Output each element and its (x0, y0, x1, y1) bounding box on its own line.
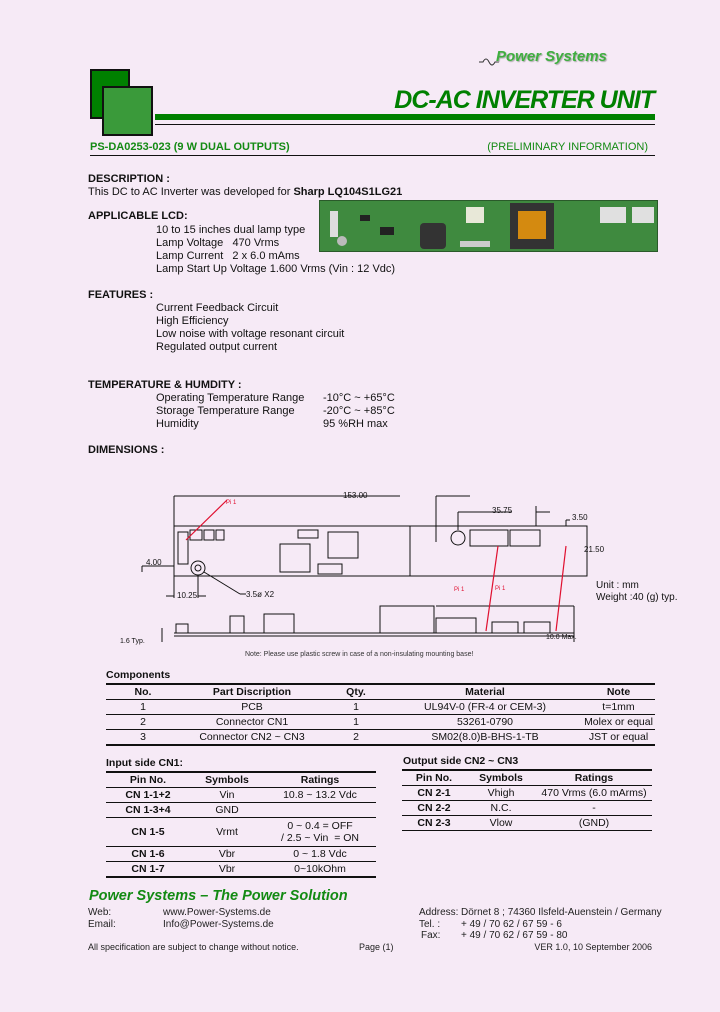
feature-item: Current Feedback Circuit (156, 302, 279, 314)
feature-item: Regulated output current (156, 341, 278, 353)
disclaimer: All specification are subject to change without notice. (88, 942, 299, 952)
dim-hole-offset: 10.25 (177, 591, 198, 600)
unit-label: Unit : mm (596, 580, 639, 591)
description-prefix: This DC to AC Inverter was developed for (88, 186, 294, 198)
cell: N.C. (466, 801, 536, 816)
output-side-heading: Output side CN2 ~ CN3 (403, 755, 519, 767)
description-text (88, 186, 402, 199)
applicable-lcd-heading: APPLICABLE LCD: (88, 210, 188, 222)
email-link[interactable]: Info@Power-Systems.de (163, 919, 274, 930)
cell: CN 2-2 (402, 801, 466, 816)
cell: 0~10kOhm (264, 862, 376, 878)
table-row (402, 801, 652, 816)
feature-item: High Efficiency (156, 315, 229, 327)
cell: Vin (190, 788, 264, 803)
col-header: Symbols (205, 774, 249, 786)
fax-label: Fax: (421, 930, 441, 941)
col-header: Qty. (346, 686, 366, 698)
input-pins-table (106, 771, 376, 878)
cell: CN 1-5 (106, 818, 190, 847)
cell: Vbr (190, 847, 264, 862)
table-row (106, 803, 376, 818)
dim-height-max: 10.0 Max. (546, 634, 577, 641)
rating-line: / 2.5 ~ Vin = ON (280, 832, 360, 844)
dim-offset: 35.75 (492, 506, 513, 515)
cell: 3 (106, 730, 180, 746)
dim-width: 21.50 (584, 545, 605, 554)
part-number: PS-DA0253-023 (9 W DUAL OUTPUTS) (90, 141, 290, 153)
version: VER 1.0, 10 September 2006 (534, 942, 652, 952)
dim-edge: 3.50 (572, 513, 588, 522)
web-link[interactable]: www.Power-Systems.de (163, 907, 271, 918)
table-row (106, 818, 376, 847)
table-header (402, 770, 652, 786)
cell (264, 818, 376, 847)
cell: SM02(8.0)B-BHS-1-TB (388, 730, 582, 746)
page-title: DC-AC INVERTER UNIT (394, 86, 654, 114)
lcd-model: Sharp LQ104S1LG21 (293, 186, 403, 198)
fax-value: + 49 / 70 62 / 67 59 - 80 (461, 930, 568, 941)
cell: UL94V-0 (FR-4 or CEM-3) (388, 700, 582, 715)
dim-left-offset: 4.00 (146, 558, 162, 567)
pin1-label: Pi 1 (226, 500, 237, 506)
input-side-heading: Input side CN1: (106, 757, 184, 769)
table-row (106, 715, 655, 730)
cell: Molex or equal (582, 715, 655, 730)
cell: CN 1-6 (106, 847, 190, 862)
col-header: Part Discription (212, 686, 292, 698)
tel-label: Tel. : (419, 919, 441, 930)
dim-thickness: 1.6 Typ. (120, 638, 145, 645)
dimension-drawing (100, 480, 690, 650)
cell: Connector CN1 (180, 715, 324, 730)
pcb-photo (319, 200, 658, 252)
cell: PCB (180, 700, 324, 715)
cell: CN 2-1 (402, 786, 466, 801)
temperature-heading: TEMPERATURE & HUMDITY : (88, 379, 242, 391)
address-label: Address: (419, 907, 459, 918)
temp-label: Operating Temperature Range (156, 392, 305, 404)
footer-slogan: Power Systems – The Power Solution (89, 888, 348, 904)
table-header (106, 772, 376, 788)
header-bar (155, 114, 655, 120)
dim-length: 153.00 (343, 491, 368, 500)
weight-label: Weight :40 (g) typ. (596, 592, 678, 603)
cell: - (536, 801, 652, 816)
components-table (106, 683, 655, 746)
cell: 2 (106, 715, 180, 730)
cell: 53261-0790 (388, 715, 582, 730)
dimensions-heading: DIMENSIONS : (88, 444, 165, 456)
cell: CN 1-7 (106, 862, 190, 878)
cell (264, 803, 376, 818)
cell: (GND) (536, 816, 652, 831)
cell: 470 Vrms (6.0 mArms) (536, 786, 652, 801)
col-header: Ratings (574, 772, 614, 784)
lcd-line: 10 to 15 inches dual lamp type (156, 224, 306, 236)
rating-line: 0 ~ 0.4 = OFF (287, 820, 353, 832)
output-pins-table (402, 769, 652, 831)
cell: 0 ~ 1.8 Vdc (264, 847, 376, 862)
temp-value: -10°C ~ +65°C (323, 392, 395, 404)
cell: CN 1-3+4 (106, 803, 190, 818)
address-value: Dörnet 8 ; 74360 Ilsfeld-Auenstein / Germany (461, 907, 662, 918)
lcd-line: Lamp Voltage 470 Vrms (156, 237, 280, 249)
feature-item: Low noise with voltage resonant circuit (156, 328, 345, 340)
col-header: Material (465, 686, 505, 698)
col-header: Symbols (479, 772, 523, 784)
lcd-line: Lamp Current 2 x 6.0 mAms (156, 250, 300, 262)
table-header (106, 684, 655, 700)
cell: Vbr (190, 862, 264, 878)
table-row (106, 700, 655, 715)
cell: 10.8 ~ 13.2 Vdc (264, 788, 376, 803)
cell: 2 (324, 730, 388, 746)
cell: Vrmt (190, 818, 264, 847)
table-row (106, 847, 376, 862)
tel-value: + 49 / 70 62 / 67 59 - 6 (461, 919, 562, 930)
lcd-line: Lamp Start Up Voltage 1.600 Vrms (Vin : 12 Vdc) (156, 263, 396, 275)
logo-square-front (102, 86, 153, 136)
brand-logo: Power Systems (496, 48, 607, 65)
email-label: Email: (88, 919, 116, 930)
temp-value: 95 %RH max (323, 418, 388, 430)
table-row (402, 786, 652, 801)
web-label: Web: (88, 907, 112, 918)
dim-hole-spec: 3.5ø X2 (246, 590, 275, 599)
cell: CN 2-3 (402, 816, 466, 831)
cell: t=1mm (582, 700, 655, 715)
subtitle-rule (90, 155, 655, 156)
mounting-note: Note: Please use plastic screw in case of a non-insulating mounting base! (245, 651, 474, 658)
cell: 1 (324, 700, 388, 715)
cell: Vlow (466, 816, 536, 831)
cell: CN 1-1+2 (106, 788, 190, 803)
table-row (402, 816, 652, 831)
col-header: No. (134, 686, 152, 698)
status-label: (PRELIMINARY INFORMATION) (487, 141, 648, 153)
page-number: Page (1) (359, 942, 394, 952)
col-header: Note (606, 686, 631, 698)
cell: GND (190, 803, 264, 818)
cell: Vhigh (466, 786, 536, 801)
temp-label: Humidity (156, 418, 199, 430)
table-row (106, 788, 376, 803)
col-header: Pin No. (415, 772, 453, 784)
pin1-label: Pi 1 (495, 586, 506, 592)
table-row (106, 730, 655, 746)
col-header: Ratings (300, 774, 340, 786)
temp-value: -20°C ~ +85°C (323, 405, 395, 417)
cell: Connector CN2 ~ CN3 (180, 730, 324, 746)
pcb-image-icon (320, 201, 657, 251)
description-heading: DESCRIPTION : (88, 173, 170, 185)
temp-label: Storage Temperature Range (156, 405, 295, 417)
col-header: Pin No. (129, 774, 167, 786)
features-heading: FEATURES : (88, 289, 154, 301)
pin1-label: Pi 1 (454, 587, 465, 593)
cell: 1 (324, 715, 388, 730)
header-rule (155, 124, 655, 125)
table-row (106, 862, 376, 878)
components-heading: Components (106, 669, 171, 681)
cell: JST or equal (582, 730, 655, 746)
cell: 1 (106, 700, 180, 715)
